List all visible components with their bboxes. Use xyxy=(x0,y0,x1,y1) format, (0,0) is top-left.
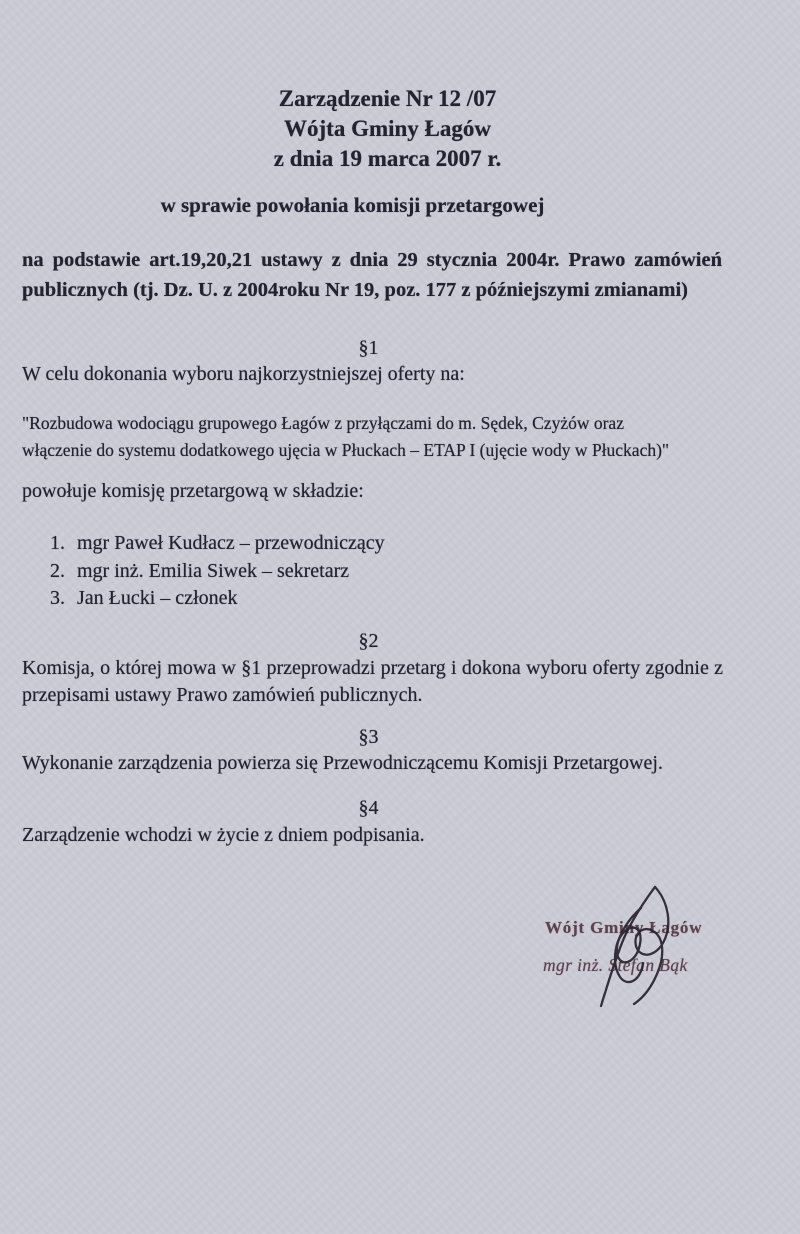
signature-stamp-name: mgr inż. Stefan Bąk xyxy=(543,955,688,975)
signature-stamp-role: Wójt Gminy Łagów xyxy=(545,918,703,937)
title-line-issuer: Wójta Gminy Łagów xyxy=(284,116,491,141)
section-3-text: Wykonanie zarządzenia powierza się Przewodniczącemu Komisji Przetargowej. xyxy=(22,752,663,774)
committee-member-text: mgr inż. Emilia Siwek – sekretarz xyxy=(77,559,350,582)
committee-member-number: 3. xyxy=(50,587,65,609)
committee-member-row xyxy=(50,530,385,558)
legal-basis-paragraph: na podstawie art.19,20,21 ustawy z dnia 29 stycznia 2004r. Prawo zamówień publicznych (tj. Dz. U. z 2004roku Nr 19, poz. 177 z późniejszymi zmianami) xyxy=(22,249,722,301)
title-line-date: z dnia 19 marca 2007 r. xyxy=(273,146,502,171)
section-1-mark: §1 xyxy=(358,337,379,359)
subject-line: w sprawie powołania komisji przetargowej xyxy=(160,193,545,217)
committee-member-row xyxy=(50,558,385,586)
committee-appointment-line: powołuje komisję przetargową w składzie: xyxy=(22,480,364,502)
handwritten-signature xyxy=(583,880,683,1008)
committee-member-number: 2. xyxy=(50,559,65,582)
tender-name-quote: "Rozbudowa wodociągu grupowego Łagów z przyłączami do m. Sędek, Czyżów oraz włączenie do systemu dodatkowego ujęcia w Płuckach – ETAP I (ujęcie wody w Płuckach)" xyxy=(22,413,670,460)
committee-member-text: Jan Łucki – członek xyxy=(77,587,238,609)
committee-member-text: mgr Paweł Kudłacz – przewodniczący xyxy=(77,532,385,554)
section-3-mark: §3 xyxy=(358,726,379,748)
document-title xyxy=(0,84,775,174)
committee-member-number: 1. xyxy=(50,532,65,554)
committee-list xyxy=(50,530,385,613)
section-2-mark: §2 xyxy=(358,630,379,652)
title-line-ordinance-number: Zarządzenie Nr 12 /07 xyxy=(278,86,497,111)
section-4-mark: §4 xyxy=(358,797,379,819)
section-1-intro: W celu dokonania wyboru najkorzystniejszej oferty na: xyxy=(22,363,465,385)
committee-member-row xyxy=(50,585,385,613)
section-2-text: Komisja, o której mowa w §1 przeprowadzi przetarg i dokona wyboru oferty zgodnie z przepisami ustawy Prawo zamówień publicznych. xyxy=(22,657,723,706)
section-4-text: Zarządzenie wchodzi w życie z dniem podpisania. xyxy=(22,824,425,846)
